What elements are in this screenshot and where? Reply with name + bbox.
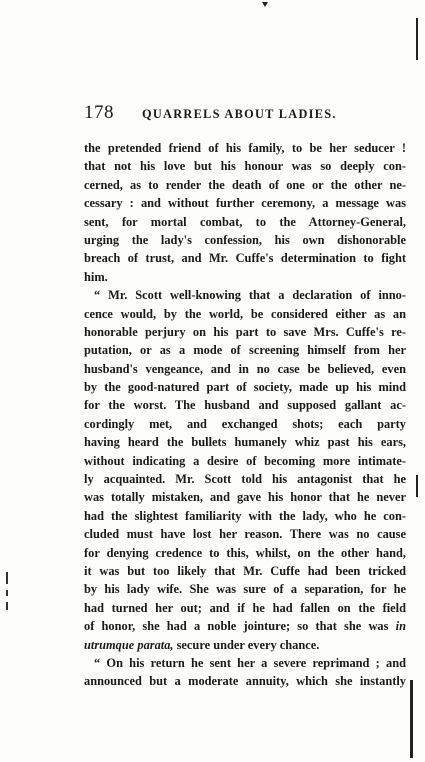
text-line: cordingly met, and exchanged shots; each party [84,416,406,431]
scan-edge-mark [6,572,8,584]
body-text [84,139,406,691]
text-line: by the good-natured part of society, made up his mind [84,380,406,395]
text-line: had turned her out; and if he had fallen on the field [84,600,406,615]
text-line [84,636,406,654]
text-line: cerned, as to render the death of one or the other ne- [84,177,406,192]
scan-edge-mark [6,590,8,596]
text-line: him. [84,269,108,284]
text-line: putation, or as a mode of screening himself from her [84,343,406,358]
text-line: by his lady wife. She was sure of a separation, for he [84,582,406,597]
line-text: of honor, she had a noble jointure; so that she was [84,619,389,634]
line-text: secure under every chance. [173,637,320,652]
scan-edge-mark [416,475,418,497]
text-line: cluded must have lost her reason. There was no cause [84,527,406,542]
text-line: husband's vengeance, and in no case be believed, even [84,361,406,376]
text-line: without indicating a desire of becoming more intimate- [84,453,406,468]
text-line: ly acquainted. Mr. Scott told his antagonist that he [84,472,406,487]
text-line [84,617,406,635]
text-line: urging the lady's confession, his own dishonorable [84,232,406,247]
text-line: it was but too likely that Mr. Cuffe had been tricked [84,563,406,578]
scan-mark [262,2,268,7]
text-line: the pretended friend of his family, to be her seducer ! [84,141,406,155]
text-line: cessary : and without further ceremony, a message was [84,196,406,211]
text-line: cence would, by the world, be considered either as an [84,306,406,321]
italic-phrase: utrumque parata, [84,637,174,652]
scan-edge-mark [410,680,413,758]
text-line: “ Mr. Scott well-knowing that a declaration of inno- [94,288,406,303]
text-line: having heard the bullets humanely whiz past his ears, [84,435,406,450]
page-number: 178 [84,102,114,123]
text-line: for the worst. The husband and supposed gallant ac- [84,398,406,413]
italic-word: in [395,619,406,634]
scan-edge-mark [416,18,418,60]
text-line: was totally mistaken, and gave his honor that he never [84,490,406,505]
text-line: breach of trust, and Mr. Cuffe's determination to fight [84,251,406,266]
text-line: “ On his return he sent her a severe reprimand ; and [94,655,406,670]
page-header [84,103,404,123]
text-line: for denying credence to this, whilst, on the other hand, [84,545,406,560]
text-line: sent, for mortal combat, to the Attorney-General, [84,214,406,229]
text-line: honorable perjury on his part to save Mrs. Cuffe's re- [84,324,406,339]
text-line: announced but a moderate annuity, which she instantly [84,674,406,689]
text-line: that not his love but his honour was so deeply con- [84,159,406,174]
scan-edge-mark [6,602,8,610]
text-line: had the slightest familiarity with the lady, who he con- [84,508,406,523]
running-head: QUARRELS ABOUT LADIES. [142,107,337,121]
